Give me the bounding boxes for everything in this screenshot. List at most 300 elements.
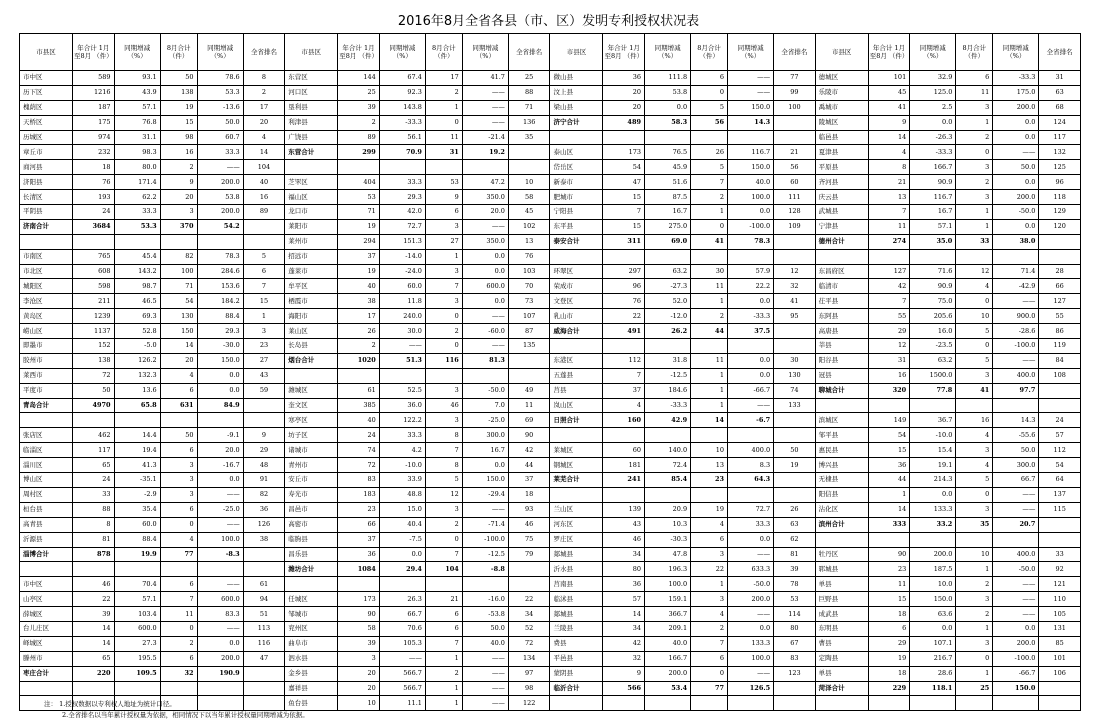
value-cell: 631 (160, 398, 197, 413)
value-cell: 4 (691, 517, 728, 532)
value-cell: 63.2 (910, 353, 956, 368)
value-cell: 150.0 (910, 592, 956, 607)
value-cell (956, 696, 993, 711)
header-row (20, 34, 1081, 71)
table-row (20, 621, 1081, 636)
value-cell: 152 (73, 339, 115, 354)
value-cell: 1 (956, 621, 993, 636)
table-row (20, 532, 1081, 547)
value-cell: 17 (425, 71, 462, 86)
value-cell: 32.9 (910, 71, 956, 86)
region-name-cell: 惠民县 (815, 443, 868, 458)
value-cell: 51.6 (645, 175, 691, 190)
value-cell: 366.7 (645, 607, 691, 622)
region-name-cell: 广饶县 (285, 130, 338, 145)
value-cell: 28.6 (910, 666, 956, 681)
value-cell: 82 (243, 487, 285, 502)
value-cell: 7 (425, 547, 462, 562)
value-cell: 58 (338, 621, 380, 636)
value-cell: —— (462, 666, 508, 681)
value-cell: 4 (868, 145, 910, 160)
value-cell: 38.0 (993, 234, 1039, 249)
value-cell: 90.9 (910, 279, 956, 294)
value-cell: 144 (338, 71, 380, 86)
value-cell: 116.7 (728, 145, 774, 160)
value-cell: -12.5 (462, 547, 508, 562)
value-cell: 26.2 (645, 324, 691, 339)
value-cell: 64 (1039, 473, 1081, 488)
value-cell: 36.0 (379, 398, 425, 413)
value-cell: 2 (160, 160, 197, 175)
column-header: 同期增减 （%） (462, 34, 508, 71)
value-cell: 127 (1039, 294, 1081, 309)
value-cell: 74 (338, 443, 380, 458)
value-cell: 2 (425, 517, 462, 532)
value-cell: 187.5 (910, 562, 956, 577)
value-cell: 4 (160, 368, 197, 383)
value-cell: 209.1 (645, 621, 691, 636)
column-header: 同期增减 （%） (910, 34, 956, 71)
value-cell: 19.4 (114, 443, 160, 458)
value-cell: 10 (691, 443, 728, 458)
table-row (20, 681, 1081, 696)
value-cell: 1020 (338, 353, 380, 368)
value-cell: 88.4 (114, 532, 160, 547)
value-cell: 70.4 (114, 577, 160, 592)
region-name-cell: 微山县 (550, 71, 603, 86)
region-name-cell: 临沂合计 (550, 681, 603, 696)
table-row (20, 458, 1081, 473)
value-cell (243, 562, 285, 577)
value-cell: 35 (508, 130, 550, 145)
region-name-cell: 沂水县 (550, 562, 603, 577)
value-cell: 49 (508, 383, 550, 398)
value-cell: 60 (603, 443, 645, 458)
value-cell: 19.2 (462, 145, 508, 160)
value-cell: 118 (1039, 190, 1081, 205)
value-cell: 31 (1039, 71, 1081, 86)
value-cell: 0 (956, 487, 993, 502)
value-cell: 0 (691, 85, 728, 100)
value-cell: 29.3 (197, 324, 243, 339)
value-cell: -28.6 (993, 324, 1039, 339)
region-name-cell: 沾化区 (815, 502, 868, 517)
region-name-cell: 济阳县 (20, 175, 73, 190)
region-name-cell: 邹城市 (285, 607, 338, 622)
value-cell: 6 (425, 607, 462, 622)
value-cell (993, 532, 1039, 547)
value-cell: 11 (508, 398, 550, 413)
region-name-cell: 长岛县 (285, 339, 338, 354)
value-cell: 57.1 (910, 219, 956, 234)
value-cell: 350.0 (462, 234, 508, 249)
value-cell: 50.0 (462, 621, 508, 636)
value-cell: 126.2 (114, 353, 160, 368)
value-cell: 65.8 (114, 398, 160, 413)
value-cell: 122.2 (379, 413, 425, 428)
value-cell: 8 (425, 458, 462, 473)
value-cell: 66.7 (379, 607, 425, 622)
region-name-cell: 牡丹区 (815, 547, 868, 562)
value-cell: 566.7 (379, 681, 425, 696)
value-cell: 0.0 (462, 294, 508, 309)
table-row (20, 100, 1081, 115)
value-cell: 1 (691, 383, 728, 398)
footnote-2: 2.全省排名以当年累计授权量为依据，相同情况下以当年累计授权量同期增减为依据。 (62, 711, 309, 719)
value-cell: 66 (1039, 279, 1081, 294)
value-cell (956, 249, 993, 264)
value-cell: 0 (691, 666, 728, 681)
value-cell: —— (462, 309, 508, 324)
value-cell (114, 234, 160, 249)
region-name-cell (815, 249, 868, 264)
value-cell: 56 (691, 115, 728, 130)
value-cell (160, 234, 197, 249)
value-cell: 72 (508, 636, 550, 651)
region-name-cell: 文登区 (550, 294, 603, 309)
value-cell: 11 (956, 85, 993, 100)
value-cell (603, 249, 645, 264)
region-name-cell: 河口区 (285, 85, 338, 100)
region-name-cell: 莱城区 (550, 443, 603, 458)
region-name-cell (550, 339, 603, 354)
value-cell: 15 (243, 294, 285, 309)
value-cell: 200.0 (645, 666, 691, 681)
value-cell: 50 (160, 428, 197, 443)
value-cell (645, 339, 691, 354)
value-cell: —— (462, 681, 508, 696)
value-cell: -8.3 (197, 547, 243, 562)
value-cell: 11.8 (379, 294, 425, 309)
value-cell: 132.3 (114, 368, 160, 383)
region-name-cell: 平度市 (20, 383, 73, 398)
value-cell: 14.4 (114, 428, 160, 443)
table-row (20, 339, 1081, 354)
value-cell: 50 (73, 383, 115, 398)
value-cell: 2 (425, 666, 462, 681)
value-cell: 25 (956, 681, 993, 696)
value-cell: 93 (508, 502, 550, 517)
region-name-cell: 乐陵市 (815, 85, 868, 100)
value-cell: 72 (73, 368, 115, 383)
value-cell: 39 (73, 607, 115, 622)
value-cell: —— (728, 607, 774, 622)
value-cell: -25.0 (462, 413, 508, 428)
value-cell: 70.6 (379, 621, 425, 636)
region-name-cell: 陵城区 (815, 115, 868, 130)
value-cell: 33.9 (379, 473, 425, 488)
value-cell: 9 (425, 190, 462, 205)
value-cell: 29 (868, 324, 910, 339)
value-cell: -16.0 (462, 592, 508, 607)
value-cell: 13 (508, 234, 550, 249)
region-name-cell: 乳山市 (550, 309, 603, 324)
value-cell: —— (462, 502, 508, 517)
value-cell: 140.0 (645, 443, 691, 458)
value-cell: 97.7 (993, 383, 1039, 398)
region-name-cell: 宁阳县 (550, 205, 603, 220)
column-header: 市县区 (550, 34, 603, 71)
value-cell: 16 (243, 190, 285, 205)
value-cell: 48 (243, 458, 285, 473)
value-cell (645, 130, 691, 145)
value-cell: 66.7 (993, 473, 1039, 488)
value-cell: 138 (73, 353, 115, 368)
value-cell: 41 (774, 294, 816, 309)
region-name-cell: 即墨市 (20, 339, 73, 354)
value-cell: 7 (691, 175, 728, 190)
value-cell: 25 (338, 85, 380, 100)
value-cell (160, 562, 197, 577)
value-cell: -50.0 (993, 562, 1039, 577)
value-cell: 32 (160, 666, 197, 681)
region-name-cell (550, 487, 603, 502)
value-cell: 0.0 (197, 383, 243, 398)
value-cell: 600.0 (462, 279, 508, 294)
value-cell: 39 (338, 636, 380, 651)
value-cell: —— (462, 115, 508, 130)
value-cell: 6 (160, 383, 197, 398)
value-cell: 57.1 (114, 100, 160, 115)
value-cell: 103.4 (114, 607, 160, 622)
value-cell (993, 249, 1039, 264)
region-name-cell: 李沧区 (20, 294, 73, 309)
value-cell: 53.4 (645, 681, 691, 696)
value-cell: 175 (73, 115, 115, 130)
value-cell: 119 (1039, 339, 1081, 354)
region-name-cell: 桓台县 (20, 502, 73, 517)
value-cell: 128 (774, 205, 816, 220)
value-cell: 100.0 (197, 532, 243, 547)
value-cell: 27 (425, 234, 462, 249)
value-cell: 1 (691, 205, 728, 220)
value-cell: 15 (603, 219, 645, 234)
value-cell: 100 (160, 264, 197, 279)
region-name-cell: 兰山区 (550, 502, 603, 517)
value-cell: -6.7 (728, 413, 774, 428)
value-cell: 29 (868, 636, 910, 651)
value-cell: 5 (956, 324, 993, 339)
region-name-cell: 栖霞市 (285, 294, 338, 309)
value-cell: -100.0 (728, 219, 774, 234)
value-cell: 101 (1039, 651, 1081, 666)
value-cell (645, 487, 691, 502)
value-cell: 66 (338, 517, 380, 532)
value-cell: 42 (868, 279, 910, 294)
region-name-cell: 莱芜合计 (550, 473, 603, 488)
value-cell: 765 (73, 249, 115, 264)
value-cell: 43 (603, 517, 645, 532)
value-cell: 71.6 (910, 264, 956, 279)
table-row (20, 160, 1081, 175)
region-name-cell: 新泰市 (550, 175, 603, 190)
value-cell (1039, 532, 1081, 547)
value-cell: 102 (508, 219, 550, 234)
value-cell: 118.1 (910, 681, 956, 696)
value-cell: -33.3 (645, 398, 691, 413)
value-cell: 12 (868, 339, 910, 354)
value-cell: —— (462, 651, 508, 666)
value-cell: 63.2 (645, 264, 691, 279)
value-cell: —— (462, 339, 508, 354)
region-name-cell: 市中区 (20, 577, 73, 592)
value-cell: 16 (160, 145, 197, 160)
value-cell: 1216 (73, 85, 115, 100)
value-cell (774, 473, 816, 488)
value-cell: 33.3 (728, 517, 774, 532)
region-name-cell: 商河县 (20, 160, 73, 175)
value-cell: 55 (1039, 309, 1081, 324)
value-cell: 4 (956, 428, 993, 443)
value-cell: 6 (160, 651, 197, 666)
region-name-cell: 烟台合计 (285, 353, 338, 368)
patent-table (19, 33, 1081, 711)
value-cell: 45.9 (645, 160, 691, 175)
value-cell: 608 (73, 264, 115, 279)
value-cell: 0.0 (993, 175, 1039, 190)
value-cell (910, 249, 956, 264)
value-cell: 81 (774, 547, 816, 562)
value-cell (243, 666, 285, 681)
region-name-cell: 临清市 (815, 279, 868, 294)
value-cell: 3684 (73, 219, 115, 234)
value-cell: 18 (868, 607, 910, 622)
value-cell (774, 681, 816, 696)
value-cell: 200.0 (993, 100, 1039, 115)
region-name-cell: 东营区 (285, 71, 338, 86)
table-row (20, 175, 1081, 190)
value-cell: -66.7 (728, 383, 774, 398)
region-name-cell: 高密市 (285, 517, 338, 532)
value-cell: 124 (1039, 115, 1081, 130)
value-cell: 46 (508, 517, 550, 532)
value-cell: 20.0 (462, 205, 508, 220)
value-cell: 173 (603, 145, 645, 160)
region-name-cell (20, 234, 73, 249)
value-cell: 3 (160, 205, 197, 220)
value-cell (910, 398, 956, 413)
value-cell: 104 (425, 562, 462, 577)
value-cell: 3 (956, 100, 993, 115)
value-cell: —— (379, 651, 425, 666)
value-cell: 68 (1039, 100, 1081, 115)
value-cell: -33.3 (379, 115, 425, 130)
value-cell: 53 (425, 175, 462, 190)
value-cell (956, 398, 993, 413)
value-cell: 110 (1039, 592, 1081, 607)
value-cell: 100 (774, 100, 816, 115)
value-cell: 5 (956, 473, 993, 488)
region-name-cell (550, 249, 603, 264)
region-name-cell: 潍城区 (285, 383, 338, 398)
value-cell: 16.7 (910, 205, 956, 220)
value-cell (338, 368, 380, 383)
region-name-cell: 茌平县 (815, 294, 868, 309)
value-cell: 10 (956, 547, 993, 562)
value-cell (197, 681, 243, 696)
value-cell: 37.5 (728, 324, 774, 339)
value-cell (462, 577, 508, 592)
value-cell: 103 (508, 264, 550, 279)
value-cell: 31 (425, 145, 462, 160)
column-header: 同期增减 （%） (993, 34, 1039, 71)
region-name-cell: 天桥区 (20, 115, 73, 130)
region-name-cell: 莘县 (815, 339, 868, 354)
value-cell (868, 532, 910, 547)
value-cell: 0.0 (993, 621, 1039, 636)
value-cell: 113 (243, 621, 285, 636)
value-cell (379, 160, 425, 175)
value-cell (243, 413, 285, 428)
region-name-cell: 荣成市 (550, 279, 603, 294)
value-cell: -29.4 (462, 487, 508, 502)
value-cell: 0 (691, 219, 728, 234)
table-row (20, 368, 1081, 383)
region-name-cell: 安丘市 (285, 473, 338, 488)
value-cell: -42.9 (993, 279, 1039, 294)
value-cell: -30.3 (645, 532, 691, 547)
table-row (20, 413, 1081, 428)
value-cell: 400.0 (993, 547, 1039, 562)
value-cell: 6 (425, 205, 462, 220)
region-name-cell: 寒亭区 (285, 413, 338, 428)
value-cell: 136 (508, 115, 550, 130)
value-cell: 143.2 (114, 264, 160, 279)
value-cell (1039, 681, 1081, 696)
table-row (20, 473, 1081, 488)
value-cell: 3 (956, 592, 993, 607)
value-cell: 69 (508, 413, 550, 428)
value-cell: 300.0 (993, 458, 1039, 473)
value-cell: 72.7 (379, 219, 425, 234)
value-cell: 183 (338, 487, 380, 502)
value-cell: -10.0 (910, 428, 956, 443)
region-name-cell: 青岛合计 (20, 398, 73, 413)
value-cell: 151.3 (379, 234, 425, 249)
value-cell: 75.0 (910, 294, 956, 309)
value-cell: 6 (691, 651, 728, 666)
region-name-cell: 利津县 (285, 115, 338, 130)
value-cell: 20 (338, 666, 380, 681)
region-name-cell: 高唐县 (815, 324, 868, 339)
value-cell: 0.0 (910, 621, 956, 636)
value-cell: 16.0 (910, 324, 956, 339)
region-name-cell: 钢城区 (550, 458, 603, 473)
value-cell: 30.0 (379, 324, 425, 339)
value-cell: 3 (425, 294, 462, 309)
value-cell: 101 (868, 71, 910, 86)
value-cell: —— (462, 100, 508, 115)
region-name-cell: 菏泽合计 (815, 681, 868, 696)
value-cell: 129 (1039, 205, 1081, 220)
value-cell: 86 (1039, 324, 1081, 339)
value-cell: 229 (868, 681, 910, 696)
value-cell: 600.0 (114, 621, 160, 636)
value-cell: 184.2 (197, 294, 243, 309)
value-cell (462, 368, 508, 383)
value-cell: 3 (691, 592, 728, 607)
value-cell: 41.7 (462, 71, 508, 86)
value-cell (774, 339, 816, 354)
value-cell (114, 681, 160, 696)
region-name-cell: 周村区 (20, 487, 73, 502)
value-cell: 18 (868, 666, 910, 681)
value-cell: 404 (338, 175, 380, 190)
value-cell: 122 (508, 696, 550, 711)
value-cell: 30 (774, 353, 816, 368)
region-name-cell: 蒙阴县 (550, 666, 603, 681)
value-cell: 58.3 (645, 115, 691, 130)
